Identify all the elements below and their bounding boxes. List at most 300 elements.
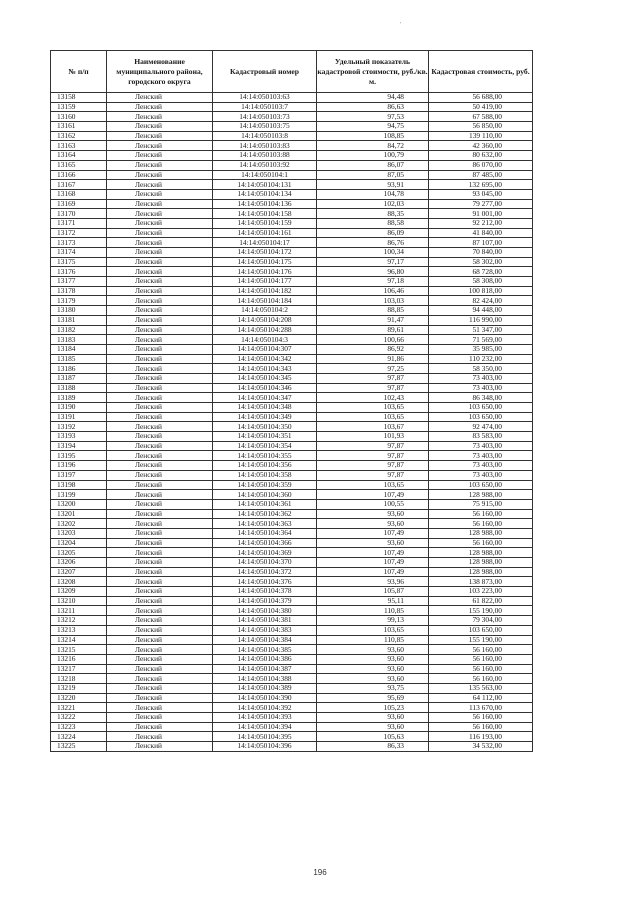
row-number: 13176 [51, 267, 107, 277]
table-row [51, 519, 533, 529]
cadastral-number: 14:14:050104:346 [213, 383, 317, 393]
specific-value: 97,87 [317, 451, 429, 461]
specific-value: 86,07 [317, 160, 429, 170]
cadastral-number: 14:14:050104:172 [213, 248, 317, 258]
specific-value: 94,75 [317, 122, 429, 132]
table-row [51, 93, 533, 103]
specific-value: 105,87 [317, 587, 429, 597]
cadastral-number: 14:14:050104:390 [213, 693, 317, 703]
cadastral-value: 79 304,00 [429, 616, 533, 626]
cadastral-value: 56 160,00 [429, 713, 533, 723]
district-name: Ленский [107, 141, 213, 151]
cadastral-number: 14:14:050104:131 [213, 180, 317, 190]
district-name: Ленский [107, 528, 213, 538]
table-row [51, 509, 533, 519]
cadastral-value: 50 419,00 [429, 102, 533, 112]
specific-value: 99,13 [317, 616, 429, 626]
cadastral-value: 93 045,00 [429, 189, 533, 199]
cadastral-number: 14:14:050104:385 [213, 645, 317, 655]
district-name: Ленский [107, 373, 213, 383]
row-number: 13208 [51, 577, 107, 587]
cadastral-number: 14:14:050104:288 [213, 325, 317, 335]
cadastral-number: 14:14:050104:354 [213, 441, 317, 451]
cadastral-value: 42 360,00 [429, 141, 533, 151]
cadastral-number: 14:14:050104:396 [213, 742, 317, 752]
row-number: 13196 [51, 461, 107, 471]
scan-mark: ' [400, 22, 402, 28]
district-name: Ленский [107, 432, 213, 442]
district-name: Ленский [107, 596, 213, 606]
cadastral-value: 139 110,00 [429, 131, 533, 141]
cadastral-number: 14:14:050104:369 [213, 548, 317, 558]
specific-value: 97,17 [317, 257, 429, 267]
table-row [51, 160, 533, 170]
table-row [51, 141, 533, 151]
cadastral-value: 155 190,00 [429, 635, 533, 645]
district-name: Ленский [107, 693, 213, 703]
district-name: Ленский [107, 325, 213, 335]
cadastral-number: 14:14:050103:73 [213, 112, 317, 122]
specific-value: 94,48 [317, 93, 429, 103]
cadastral-value: 64 112,00 [429, 693, 533, 703]
specific-value: 97,87 [317, 461, 429, 471]
table-row [51, 248, 533, 258]
cadastral-number: 14:14:050104:17 [213, 238, 317, 248]
specific-value: 86,33 [317, 742, 429, 752]
district-name: Ленский [107, 664, 213, 674]
table-row [51, 296, 533, 306]
table-row [51, 257, 533, 267]
cadastral-value: 132 695,00 [429, 180, 533, 190]
table-row [51, 490, 533, 500]
cadastral-number: 14:14:050104:161 [213, 228, 317, 238]
district-name: Ленский [107, 461, 213, 471]
cadastral-value: 91 001,00 [429, 209, 533, 219]
district-name: Ленский [107, 538, 213, 548]
row-number: 13221 [51, 703, 107, 713]
specific-value: 101,93 [317, 432, 429, 442]
cadastral-number: 14:14:050104:347 [213, 393, 317, 403]
cadastral-value: 35 985,00 [429, 344, 533, 354]
specific-value: 93,60 [317, 722, 429, 732]
district-name: Ленский [107, 519, 213, 529]
district-name: Ленский [107, 160, 213, 170]
specific-value: 107,49 [317, 558, 429, 568]
district-name: Ленский [107, 722, 213, 732]
cadastral-value: 103 650,00 [429, 480, 533, 490]
specific-value: 97,87 [317, 441, 429, 451]
row-number: 13164 [51, 151, 107, 161]
cadastral-value: 92 212,00 [429, 218, 533, 228]
specific-value: 93,60 [317, 519, 429, 529]
specific-value: 93,60 [317, 713, 429, 723]
district-name: Ленский [107, 209, 213, 219]
cadastral-value: 128 988,00 [429, 528, 533, 538]
cadastral-number: 14:14:050104:395 [213, 732, 317, 742]
district-name: Ленский [107, 267, 213, 277]
specific-value: 106,46 [317, 286, 429, 296]
table-row [51, 693, 533, 703]
cadastral-value: 73 403,00 [429, 470, 533, 480]
row-number: 13192 [51, 422, 107, 432]
cadastral-number: 14:14:050104:342 [213, 354, 317, 364]
cadastral-value: 138 873,00 [429, 577, 533, 587]
cadastral-value: 58 302,00 [429, 257, 533, 267]
table-row [51, 742, 533, 752]
district-name: Ленский [107, 364, 213, 374]
row-number: 13162 [51, 131, 107, 141]
table-row [51, 373, 533, 383]
row-number: 13158 [51, 93, 107, 103]
cadastral-number: 14:14:050104:362 [213, 509, 317, 519]
row-number: 13206 [51, 558, 107, 568]
cadastral-number: 14:14:050104:383 [213, 625, 317, 635]
header-cadastral-number: Кадастровый номер [213, 51, 317, 93]
table-row [51, 170, 533, 180]
cadastral-value: 56 160,00 [429, 722, 533, 732]
table-row [51, 577, 533, 587]
cadastral-number: 14:14:050104:380 [213, 606, 317, 616]
district-name: Ленский [107, 296, 213, 306]
cadastral-value: 103 223,00 [429, 587, 533, 597]
cadastral-value: 56 688,00 [429, 93, 533, 103]
cadastral-number: 14:14:050104:351 [213, 432, 317, 442]
cadastral-value: 113 670,00 [429, 703, 533, 713]
table-row [51, 102, 533, 112]
district-name: Ленский [107, 403, 213, 413]
cadastral-number: 14:14:050104:363 [213, 519, 317, 529]
district-name: Ленский [107, 228, 213, 238]
row-number: 13223 [51, 722, 107, 732]
row-number: 13167 [51, 180, 107, 190]
specific-value: 93,91 [317, 180, 429, 190]
row-number: 13198 [51, 480, 107, 490]
specific-value: 95,69 [317, 693, 429, 703]
cadastral-value: 56 160,00 [429, 654, 533, 664]
row-number: 13163 [51, 141, 107, 151]
row-number: 13173 [51, 238, 107, 248]
row-number: 13216 [51, 654, 107, 664]
cadastral-value: 86 070,00 [429, 160, 533, 170]
district-name: Ленский [107, 335, 213, 345]
cadastral-value: 128 988,00 [429, 490, 533, 500]
cadastral-value: 67 588,00 [429, 112, 533, 122]
cadastral-value: 73 403,00 [429, 373, 533, 383]
table-row [51, 180, 533, 190]
row-number: 13189 [51, 393, 107, 403]
table-row [51, 412, 533, 422]
district-name: Ленский [107, 412, 213, 422]
district-name: Ленский [107, 567, 213, 577]
district-name: Ленский [107, 480, 213, 490]
cadastral-number: 14:14:050103:92 [213, 160, 317, 170]
cadastral-number: 14:14:050104:358 [213, 470, 317, 480]
table-row [51, 674, 533, 684]
district-name: Ленский [107, 742, 213, 752]
header-specific-value: Удельный показатель кадастровой стоимости, руб./кв. м. [317, 51, 429, 93]
table-row [51, 393, 533, 403]
table-row [51, 267, 533, 277]
row-number: 13199 [51, 490, 107, 500]
specific-value: 100,66 [317, 335, 429, 345]
district-name: Ленский [107, 180, 213, 190]
row-number: 13187 [51, 373, 107, 383]
table-row [51, 364, 533, 374]
specific-value: 86,63 [317, 102, 429, 112]
cadastral-number: 14:14:050104:134 [213, 189, 317, 199]
district-name: Ленский [107, 354, 213, 364]
cadastral-value: 56 160,00 [429, 674, 533, 684]
specific-value: 88,35 [317, 209, 429, 219]
table-row [51, 703, 533, 713]
cadastral-number: 14:14:050104:158 [213, 209, 317, 219]
specific-value: 107,49 [317, 548, 429, 558]
cadastral-number: 14:14:050104:343 [213, 364, 317, 374]
specific-value: 93,60 [317, 538, 429, 548]
specific-value: 102,03 [317, 199, 429, 209]
district-name: Ленский [107, 703, 213, 713]
cadastral-value: 73 403,00 [429, 441, 533, 451]
district-name: Ленский [107, 286, 213, 296]
specific-value: 87,05 [317, 170, 429, 180]
table-row [51, 122, 533, 132]
table-row [51, 199, 533, 209]
row-number: 13225 [51, 742, 107, 752]
specific-value: 91,86 [317, 354, 429, 364]
header-number: № п/п [51, 51, 107, 93]
district-name: Ленский [107, 170, 213, 180]
row-number: 13200 [51, 499, 107, 509]
cadastral-value: 79 277,00 [429, 199, 533, 209]
row-number: 13218 [51, 674, 107, 684]
district-name: Ленский [107, 635, 213, 645]
cadastral-number: 14:14:050104:2 [213, 306, 317, 316]
cadastral-value: 116 193,00 [429, 732, 533, 742]
table-row [51, 528, 533, 538]
table-row [51, 383, 533, 393]
table-row [51, 151, 533, 161]
row-number: 13160 [51, 112, 107, 122]
district-name: Ленский [107, 277, 213, 287]
cadastral-number: 14:14:050104:378 [213, 587, 317, 597]
specific-value: 95,11 [317, 596, 429, 606]
cadastral-number: 14:14:050104:182 [213, 286, 317, 296]
district-name: Ленский [107, 131, 213, 141]
specific-value: 110,85 [317, 635, 429, 645]
cadastral-number: 14:14:050103:83 [213, 141, 317, 151]
district-name: Ленский [107, 683, 213, 693]
district-name: Ленский [107, 674, 213, 684]
table-row [51, 635, 533, 645]
cadastral-number: 14:14:050104:348 [213, 403, 317, 413]
specific-value: 97,87 [317, 470, 429, 480]
cadastral-value: 73 403,00 [429, 451, 533, 461]
table-row [51, 558, 533, 568]
cadastral-number: 14:14:050104:350 [213, 422, 317, 432]
specific-value: 86,09 [317, 228, 429, 238]
row-number: 13191 [51, 412, 107, 422]
specific-value: 97,87 [317, 383, 429, 393]
table-row [51, 238, 533, 248]
specific-value: 93,60 [317, 664, 429, 674]
district-name: Ленский [107, 732, 213, 742]
district-name: Ленский [107, 451, 213, 461]
page-number: 196 [313, 868, 327, 877]
district-name: Ленский [107, 122, 213, 132]
specific-value: 110,85 [317, 606, 429, 616]
table-row [51, 354, 533, 364]
specific-value: 97,87 [317, 373, 429, 383]
cadastral-value: 70 840,00 [429, 248, 533, 258]
cadastral-number: 14:14:050104:159 [213, 218, 317, 228]
table-row [51, 403, 533, 413]
cadastral-number: 14:14:050104:376 [213, 577, 317, 587]
row-number: 13180 [51, 306, 107, 316]
cadastral-value: 75 915,00 [429, 499, 533, 509]
cadastral-value: 110 232,00 [429, 354, 533, 364]
district-name: Ленский [107, 558, 213, 568]
specific-value: 86,76 [317, 238, 429, 248]
specific-value: 93,60 [317, 654, 429, 664]
specific-value: 107,49 [317, 490, 429, 500]
specific-value: 100,55 [317, 499, 429, 509]
cadastral-number: 14:14:050104:392 [213, 703, 317, 713]
specific-value: 97,53 [317, 112, 429, 122]
table-row [51, 606, 533, 616]
table-row [51, 538, 533, 548]
row-number: 13207 [51, 567, 107, 577]
table-row [51, 131, 533, 141]
specific-value: 103,65 [317, 403, 429, 413]
cadastral-value: 71 569,00 [429, 335, 533, 345]
row-number: 13211 [51, 606, 107, 616]
cadastral-value: 87 485,00 [429, 170, 533, 180]
row-number: 13169 [51, 199, 107, 209]
header-cadastral-value: Кадастровая стоимость, руб. [429, 51, 533, 93]
cadastral-value: 61 822,00 [429, 596, 533, 606]
cadastral-value: 82 424,00 [429, 296, 533, 306]
row-number: 13194 [51, 441, 107, 451]
table-row [51, 713, 533, 723]
cadastral-value: 128 988,00 [429, 567, 533, 577]
district-name: Ленский [107, 548, 213, 558]
district-name: Ленский [107, 218, 213, 228]
table-row [51, 315, 533, 325]
cadastral-value: 86 348,00 [429, 393, 533, 403]
cadastral-value: 135 563,00 [429, 683, 533, 693]
table-row [51, 432, 533, 442]
district-name: Ленский [107, 470, 213, 480]
cadastral-value: 80 632,00 [429, 151, 533, 161]
cadastral-number: 14:14:050104:381 [213, 616, 317, 626]
cadastral-number: 14:14:050104:175 [213, 257, 317, 267]
cadastral-number: 14:14:050104:394 [213, 722, 317, 732]
specific-value: 97,25 [317, 364, 429, 374]
cadastral-number: 14:14:050104:345 [213, 373, 317, 383]
cadastral-number: 14:14:050104:177 [213, 277, 317, 287]
cadastral-value: 94 448,00 [429, 306, 533, 316]
cadastral-table [50, 50, 533, 752]
table-row [51, 732, 533, 742]
cadastral-value: 92 474,00 [429, 422, 533, 432]
district-name: Ленский [107, 577, 213, 587]
specific-value: 93,60 [317, 645, 429, 655]
district-name: Ленский [107, 151, 213, 161]
cadastral-value: 73 403,00 [429, 383, 533, 393]
district-name: Ленский [107, 238, 213, 248]
table-row [51, 499, 533, 509]
district-name: Ленский [107, 102, 213, 112]
cadastral-value: 34 532,00 [429, 742, 533, 752]
table-row [51, 683, 533, 693]
cadastral-value: 56 850,00 [429, 122, 533, 132]
specific-value: 86,92 [317, 344, 429, 354]
table-row [51, 548, 533, 558]
table-row [51, 218, 533, 228]
cadastral-number: 14:14:050103:88 [213, 151, 317, 161]
specific-value: 103,67 [317, 422, 429, 432]
district-name: Ленский [107, 625, 213, 635]
cadastral-number: 14:14:050104:208 [213, 315, 317, 325]
table-header [51, 51, 533, 93]
district-name: Ленский [107, 257, 213, 267]
row-number: 13201 [51, 509, 107, 519]
district-name: Ленский [107, 93, 213, 103]
cadastral-number: 14:14:050104:356 [213, 461, 317, 471]
row-number: 13215 [51, 645, 107, 655]
row-number: 13220 [51, 693, 107, 703]
cadastral-number: 14:14:050104:176 [213, 267, 317, 277]
cadastral-value: 87 107,00 [429, 238, 533, 248]
cadastral-number: 14:14:050104:136 [213, 199, 317, 209]
row-number: 13183 [51, 335, 107, 345]
specific-value: 100,34 [317, 248, 429, 258]
cadastral-value: 73 403,00 [429, 461, 533, 471]
specific-value: 108,85 [317, 131, 429, 141]
row-number: 13210 [51, 596, 107, 606]
specific-value: 103,03 [317, 296, 429, 306]
specific-value: 88,58 [317, 218, 429, 228]
cadastral-value: 103 650,00 [429, 403, 533, 413]
row-number: 13168 [51, 189, 107, 199]
row-number: 13174 [51, 248, 107, 258]
specific-value: 97,18 [317, 277, 429, 287]
specific-value: 107,49 [317, 567, 429, 577]
cadastral-value: 58 350,00 [429, 364, 533, 374]
specific-value: 105,23 [317, 703, 429, 713]
row-number: 13175 [51, 257, 107, 267]
table-row [51, 441, 533, 451]
table-body [51, 93, 533, 752]
table-row [51, 480, 533, 490]
cadastral-number: 14:14:050104:355 [213, 451, 317, 461]
table-row [51, 654, 533, 664]
cadastral-number: 14:14:050104:349 [213, 412, 317, 422]
cadastral-number: 14:14:050104:389 [213, 683, 317, 693]
specific-value: 93,96 [317, 577, 429, 587]
district-name: Ленский [107, 393, 213, 403]
district-name: Ленский [107, 587, 213, 597]
cadastral-number: 14:14:050104:387 [213, 664, 317, 674]
district-name: Ленский [107, 306, 213, 316]
table-row [51, 461, 533, 471]
cadastral-number: 14:14:050104:1 [213, 170, 317, 180]
row-number: 13170 [51, 209, 107, 219]
row-number: 13186 [51, 364, 107, 374]
cadastral-value: 56 160,00 [429, 519, 533, 529]
district-name: Ленский [107, 315, 213, 325]
row-number: 13185 [51, 354, 107, 364]
